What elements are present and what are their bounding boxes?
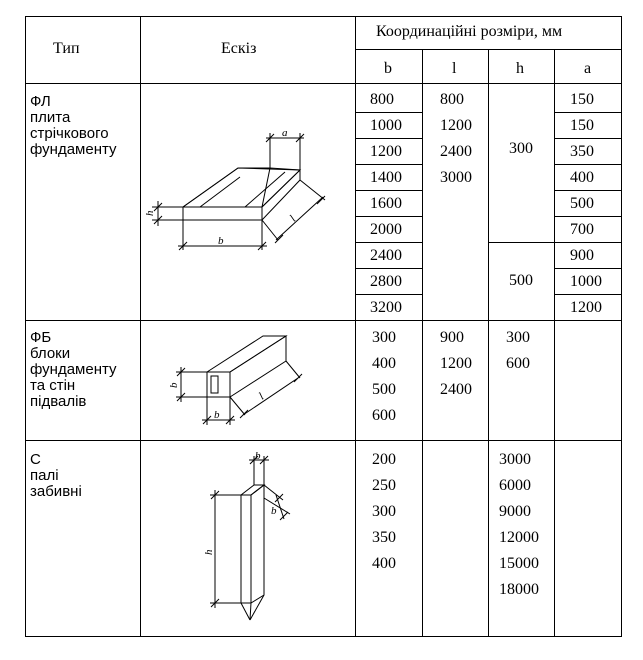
header-b: b (384, 60, 392, 77)
header-l: l (452, 60, 457, 77)
row-fb-name-2: фундаменту (30, 361, 117, 378)
cell: 15000 (499, 555, 539, 572)
sketch-label: l (287, 213, 299, 225)
row-fl-h-2: 500 (509, 272, 533, 289)
cell: 12000 (499, 529, 539, 546)
cell: 6000 (499, 477, 531, 494)
cell: 350 (570, 143, 594, 160)
row-fl-l-values (440, 87, 472, 191)
sketch-label: b (218, 235, 224, 247)
row-c-code: С (30, 451, 41, 468)
cell: 800 (440, 91, 464, 108)
row-fl-name-1: плита (30, 109, 71, 126)
cell: 1400 (370, 169, 402, 186)
row-fb-name-3: та стін (30, 377, 76, 394)
cell: 400 (372, 355, 396, 372)
row-fl-type (30, 94, 117, 158)
cell: 900 (570, 247, 594, 264)
cell: 2000 (370, 221, 402, 238)
row-c-name-2: забивні (30, 483, 82, 500)
row-fb-code: ФБ (30, 329, 52, 346)
row-fl-name-2: стрічкового (30, 125, 109, 142)
header-a: a (584, 60, 592, 77)
header-type: Тип (53, 40, 80, 57)
cell: 800 (370, 91, 394, 108)
header-sketch: Ескіз (221, 40, 257, 57)
cell: 2400 (440, 381, 472, 398)
row-fl-a-values (570, 87, 602, 321)
cell: 500 (372, 381, 396, 398)
row-fl-code: ФЛ (30, 93, 51, 110)
header-dimensions: Координаційні розміри, мм (376, 23, 563, 40)
row-fb-name-1: блоки (30, 345, 71, 362)
sketch-label: b (255, 450, 261, 462)
row-fl-name-3: фундаменту (30, 141, 117, 158)
cell: 1000 (370, 117, 402, 134)
row-fb-name-4: підвалів (30, 393, 87, 410)
row-c-b-values (372, 447, 396, 577)
driven-pile-sketch (141, 441, 355, 636)
strip-foundation-slab-sketch (141, 84, 355, 320)
sketch-label: b (271, 505, 277, 517)
cell: 600 (372, 407, 396, 424)
cell: 2400 (440, 143, 472, 160)
row-c-name-1: палі (30, 467, 59, 484)
sketch-label: b (214, 409, 220, 421)
cell: 2400 (370, 247, 402, 264)
sketch-label: b (168, 382, 180, 388)
cell: 250 (372, 477, 396, 494)
sketch-label: l (256, 390, 267, 403)
cell: 2800 (370, 273, 402, 290)
cell: 700 (570, 221, 594, 238)
sketch-label: h (144, 210, 156, 216)
row-fl-b-values (370, 87, 402, 321)
sketch-label: h (203, 549, 215, 555)
cell: 1600 (370, 195, 402, 212)
row-c-type (30, 452, 82, 500)
cell: 1000 (570, 273, 602, 290)
cell: 300 (506, 329, 530, 346)
row-fb-l-values (440, 325, 472, 403)
cell: 150 (570, 117, 594, 134)
cell: 1200 (440, 117, 472, 134)
cell: 900 (440, 329, 464, 346)
row-fb-b-values (372, 325, 396, 429)
cell: 1200 (570, 299, 602, 316)
cell: 400 (570, 169, 594, 186)
cell: 300 (372, 503, 396, 520)
header-h: h (516, 60, 524, 77)
row-c-h-values (499, 447, 539, 603)
foundation-block-sketch (141, 321, 355, 440)
cell: 1200 (440, 355, 472, 372)
row-fb-type (30, 330, 117, 410)
row-fl-h-1: 300 (509, 140, 533, 157)
cell: 9000 (499, 503, 531, 520)
sketch-label: a (282, 127, 288, 139)
cell: 500 (570, 195, 594, 212)
cell: 1200 (370, 143, 402, 160)
cell: 600 (506, 355, 530, 372)
cell: 350 (372, 529, 396, 546)
cell: 300 (372, 329, 396, 346)
cell: 200 (372, 451, 396, 468)
row-fb-h-values (506, 325, 530, 377)
cell: 150 (570, 91, 594, 108)
cell: 3000 (440, 169, 472, 186)
cell: 3000 (499, 451, 531, 468)
cell: 3200 (370, 299, 402, 316)
cell: 18000 (499, 581, 539, 598)
cell: 400 (372, 555, 396, 572)
